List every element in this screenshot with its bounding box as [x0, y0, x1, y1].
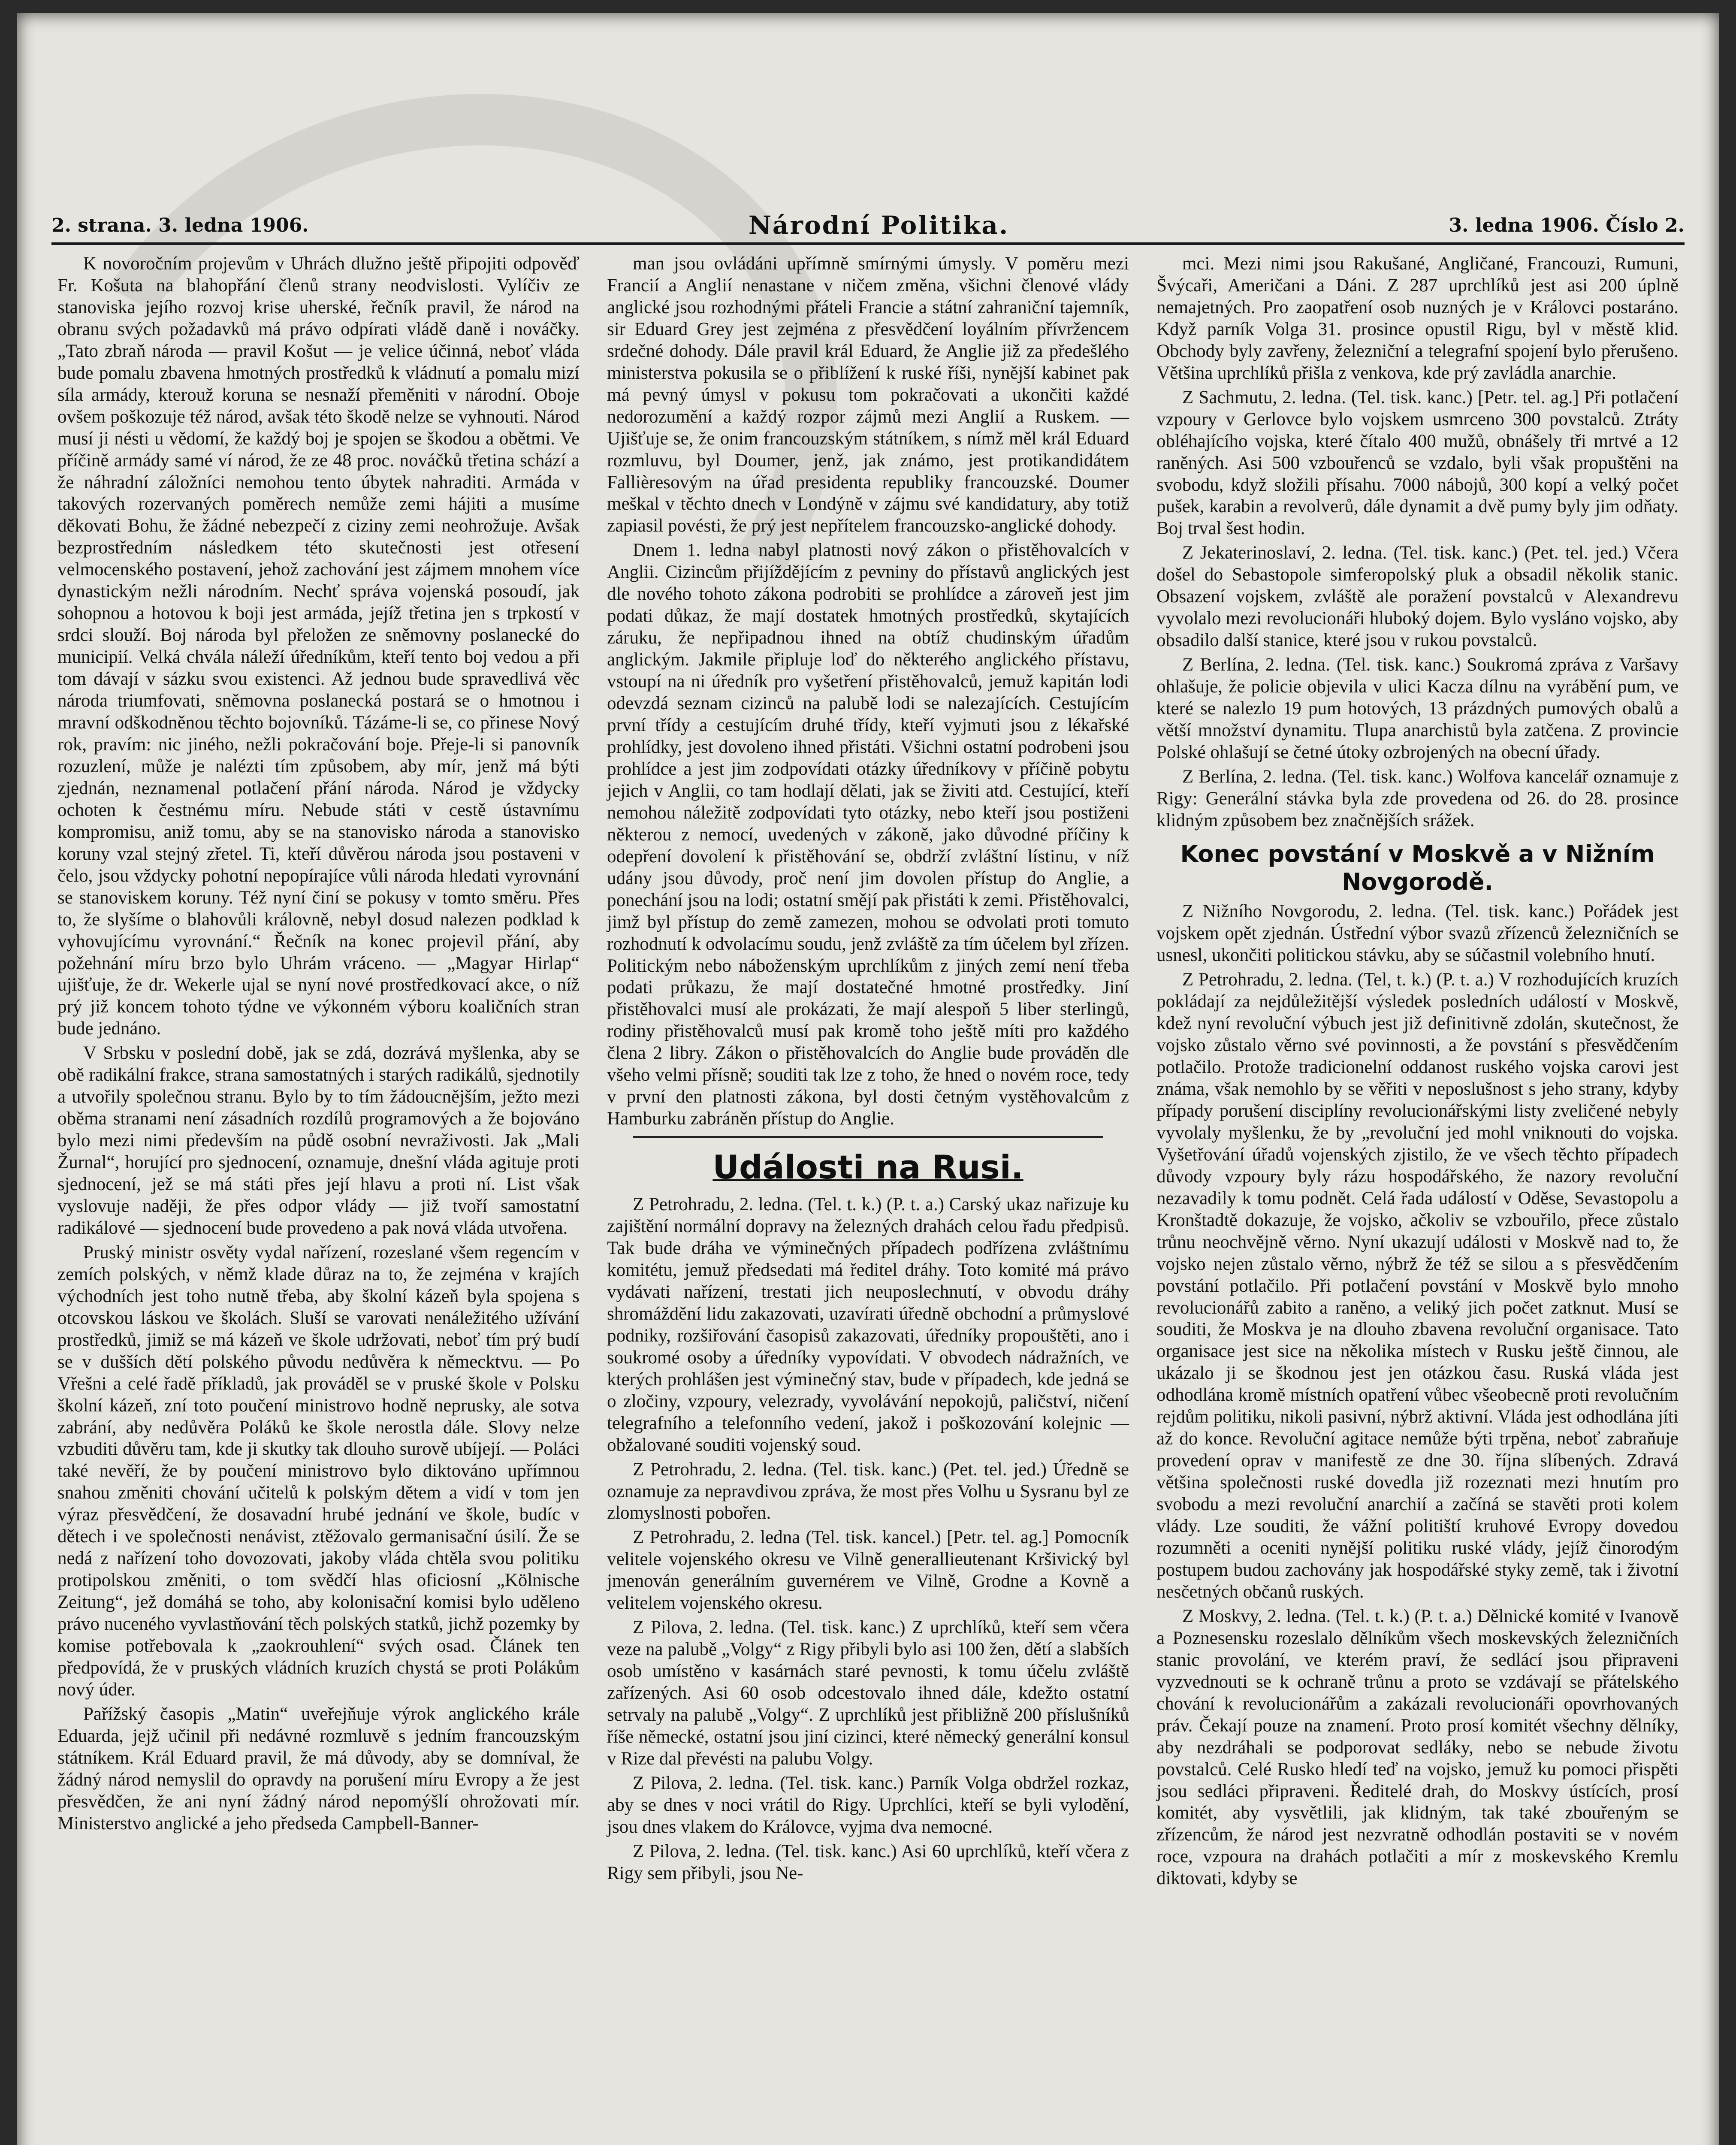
report-petersburg-vilna: Z Petrohradu, 2. ledna (Tel. tisk. kancel.) [Petr. tel. ag.] Pomocník velitele vojenského okresu ve Vilně generallieutenant Kršivický byl jmenován generálním guvernérem ve Vilně, Grodne a Kovně a velitelem vojenského okresu.	[607, 1527, 1129, 1613]
report-pillau-germans: Z Pilova, 2. ledna. (Tel. tisk. kanc.) Asi 60 uprchlíků, kteří včera z Rigy sem přibyli, jsou Ne-	[607, 1841, 1129, 1883]
article-king-edward: Pařížský časopis „Matin“ uveřejňuje výrok anglického krále Eduarda, jejž učinil při nedávné rozmluvě s jedním francouzským státníkem. Král Eduard pravil, že má důvody, aby se domníval, že žádný národ nemyslil do opravdy na porušení míru Evropy a že jest přesvědčen, že ani nyní žádný národ nepomýšlí ohrožovati mír. Ministerstvo anglické a jeho předseda Campbell-Banner-	[57, 1704, 580, 1834]
newspaper-title: Národní Politika.	[748, 211, 1009, 240]
newspaper-page	[17, 13, 1719, 2145]
article-columns	[51, 253, 1685, 2145]
report-petersburg-bridge: Z Petrohradu, 2. ledna. (Tel. tisk. kanc.) (Pet. tel. jed.) Úředně se oznamuje za nepravdivou zpráva, že most přes Volhu u Sysranu byl ze zlomyslnosti pobořen.	[607, 1459, 1129, 1523]
report-berlin-warsaw: Z Berlína, 2. ledna. (Tel. tisk. kanc.) Soukromá zpráva z Varšavy ohlašuje, že policie objevila v ulici Kacza dílnu na vyrábění pum, ve které se nalezlo 19 pum hotových, 13 prázdných pumových obalů a větší množství dynamitu. Tlupa anarchistů byla zatčena. Z provincie Polské ohlašují se četné útoky ozbrojených na obecní úřady.	[1156, 655, 1679, 762]
article-king-edward-cont: man jsou ovládáni upřímně smírnými úmysly. V poměru mezi Francií a Anglií nenastane v ničem změna, všichni členové vlády anglické jsou rozhodnými přáteli Francie a státní zahraniční tajemník, sir Eduard Grey jest zejména z přesvědčení loyálním přívržencem srdečné dohody. Dále pravil král Eduard, že Anglie již za předešlého ministerstva pokusila se o přiblížení k ruské říši, nynější kabinet pak má pevný úmysl v pokusu tom pokračovati a ukončiti každé nedorozumění a každý rozpor zájmů mezi Anglií a Ruskem. — Ujišťuje se, že onim francouzským státníkem, s nímž měl král Eduard rozmluvu, byl Doumer, jenž, jak známo, jest protikandidátem Fallièresovým na úřad presidenta republiky francouzské. Doumer meškal v těchto dnech v Londýně v zájmu své kandidatury, aby totiž zapiasil povésti, že prý jest nepřítelem francouzsko-anglické dohody.	[607, 254, 1129, 536]
report-refugees-cont: mci. Mezi nimi jsou Rakušané, Angličané, Francouzi, Rumuni, Švýcaři, Američani a Dáni. Z 287 uprchlíků jest asi 200 úplně nemajetných. Pro zaopatření osob nuzných je v Královci postaráno. Když parník Volga 31. prosince opustil Rigu, byl v městě klid. Obchody byly zavřeny, železniční a telegrafní spojení bylo přerušeno. Většina uprchlíků přišla z venkova, kde prý zavládla anarchie.	[1156, 254, 1679, 383]
article-hungary: K novoročním projevům v Uhrách dlužno ještě připojiti odpověď Fr. Košuta na blahopřání členů strany neodvislosti. Vylíčiv ze stanoviska jejího rozvoj krise uherské, řečník pravil, že národ na obranu svých požadavků má právo odpírati vládě daně i nováčky. „Tato zbraň národa — pravil Košut — je velice účinná, neboť vláda bude pomalu zbavena hmotných prostředků k vládnutí a pomalu mizí síla armády, kterouž koruna se nesnaží přeměniti v národní. Oboje ovšem poškozuje též národ, avšak této škodě nelze se vyhnouti. Národ musí ji nésti u vědomí, že každý boj je spojen se škodou a obětmi. Ve příčině armády samé ví národ, že ze 48 proc. nováčků třetina schází a že náhradní záložníci nemohou tento úbytek nahraditi. Armáda v takových rozervaných poměrech nemůže zemi hájiti a musíme děkovati Bohu, že žádné nebezpečí z ciziny zemi neohrožuje. Avšak bezprostředním následkem této skutečnosti jest otřesení velmocenského postavení, jehož zachování jest zájmem mnohem více dynastickým nežli národním. Nechť správa vojenská posoudí, jak sohopnou a hotovou k boji jest armáda, jejíž třetina jen s trpkostí v srdci slouží. Boj národa byl přeložen ze sněmovny poslanecké do municipií. Velká chvála náleží úředníkům, kteří tento boj vedou a při tom dávají v sázku svou existenci. Až jednou bude spravedlivá věc národa triumfovati, sněmovna poslanecká postará se o hmotnou i mravní odškodněnou těchto bojovníků. Tázáme-li se, co přinese Nový rok, pravím: nic jiného, nežli pokračování boje. Přeje-li si panovník rozuzlení, může je nalézti tím způsobem, aby mír, jenž má býti zjednán, neznamenal potlačení přání národa. Národ je vždycky ochoten k čestnému míru. Nebude státi v cestě ústavnímu kompromisu, aniž tomu, aby se na stanovisko národa a stanovisko koruny vzal stejný zřetel. Ti, kteří důvěrou národa jsou postaveni v čelo, jsou vždycky pohotní nepopírajíce vůli národa hledati vyrovnání se stanoviskem koruny. Též nyní činí se pokusy v tomto směru. Přes to, že slyšíme o blahovůli královně, nebyl dosud nalezen podklad k vyhovujícímu vyrovnání.“ Řečník na konec projevil přání, aby požehnání míru brzo bylo Uhrám vráceno. — „Magyar Hirlap“ ujišťuje, že dr. Wekerle ujal se nyní nové prostředkovací akce, o níž prý již koncem tohoto týdne ve výkonném výboru koaličních stran bude jednáno.	[57, 254, 580, 1039]
section-heading-russia: Události na Rusi.	[713, 1148, 1023, 1187]
section-divider	[633, 1136, 1103, 1138]
subheading-moscow-end: Konec povstání v Moskvě a v Nižním Novgorodě.	[1180, 840, 1655, 895]
report-jekaterinoslav: Z Jekaterinoslaví, 2. ledna. (Tel. tisk. kanc.) (Pet. tel. jed.) Včera došel do Sebastopole simferopolský pluk a obsadil několik stanic. Obsazení vojskem, zvláště ale poražení povstalců v Alexandrevu vyvolalo mezi revolucionáři hluboký dojem. Bylo vysláno vojsko, aby obsadilo další stanice, které jsou v rukou povstalců.	[1156, 543, 1679, 651]
article-prussia-schools: Pruský ministr osvěty vydal nařízení, rozeslané všem regencím v zemích polských, v němž klade důraz na to, že zejména v krajích východních jest toho nutně třeba, aby školní kázeň byla spojena s otcovskou láskou ve školách. Sluší se varovati nenáležitého užívání prostředků, jimiž se má kázeň ve škole udržovati, neboť tím prý budí se v dušších dětí polského původu nedůvěra k německtvu. — Po Vřešni a celé řadě příkladů, jak prováděl se v pruské škole v Polsku školní kázeň, zní toto poučení ministrovo hodně neprusky, ale sotva zabrání, aby nedůvěra Poláků ke škole nerostla dále. Slovy nelze vzbuditi důvěru tam, kde ji skutky tak dlouho surově ubíjejí. — Poláci také nevěří, že by poučení ministrovo bylo diktováno upřímnou snahou změniti chování učitelů k polským dětem a vidí v tom jen výraz přesvědčení, že dosavadní hrubé jednání ve škole, budíc v dětech i ve společnosti nenávist, ztěžovalo germanisační úsilí. Že se nedá z nařízení toho dovozovati, jakoby vláda chtěla svou politiku protipolskou změniti, o tom svědčí hlas oficiosní „Kölnische Zeitung“, jež domáhá se toho, aby kolonisační komisi bylo uděleno právo nuceného vyvlastňování těch polských statků, jichž pozemky by komise potřebovala k „zaokrouhlení“ svých osad. Článek ten předpovídá, že v pruských vládních kruzích chystá se proti Polákům nový úder.	[57, 1242, 580, 1700]
header-issue-number: 3. ledna 1906. Číslo 2.	[1449, 214, 1685, 236]
report-moscow-committee: Z Moskvy, 2. ledna. (Tel. t. k.) (P. t. a.) Dělnické komité v Ivanově a Poznesensku rozeslalo dělníkům všech moskevských železničních stanic provolání, ve kterém praví, že sedlácí jsou připraveni vyzvednouti se k ochraně trůnu a proto se vzdávají se přátelského chování k revolucionářům a zakázali revolucionáři opovrhovaných práv. Čekají pouze na znamení. Proto prosí komitét všechny dělníky, aby nezdráhali se podporovat sedláky, nebo se nebude životu povstalců. Celé Rusko hledí teď na vojsko, jemuž ku pomoci přispěti jsou sedláci připraveni. Ředitelé drah, do Moskvy ústících, prosí komitét, aby vysvětlili, jak klidným, tak také zbouřeným se zřízencům, že národ jest nezvratně odhodlán postaviti se v novém roce, vzpoura na drahách potlačiti a mír z moskevského Kremlu diktovati, kdyby se	[1156, 1606, 1679, 1889]
column-1	[51, 253, 586, 2145]
running-header	[51, 208, 1685, 245]
column-2	[601, 253, 1135, 2145]
header-page-date: 2. strana. 3. ledna 1906.	[51, 214, 309, 236]
report-pillau-refugees: Z Pilova, 2. ledna. (Tel. tisk. kanc.) Z uprchlíků, kteří sem včera veze na palubě „Volgy“ z Rigy přibyli bylo asi 100 žen, dětí a slabších osob umístěno v kasárnách staré pevnosti, k tomu účelu zvláště zařízených. Asi 60 osob odcestovalo ihned dále, kdežto ostatní setrvaly na palubě „Volgy“. Z uprchlíků jest přibližně 200 příslušníků říše německé, ostatní jsou jiní cizinci, které německý generální konsul v Rize dal převésti na palubu Volgy.	[607, 1617, 1129, 1769]
article-immigration-law: Dnem 1. ledna nabyl platnosti nový zákon o přistěhovalcích v Anglii. Cizincům přijíždějícím z pevniny do přístavů anglických jest dle nového tohoto zákona podrobiti se prohlídce a zároveň jest jim podati důkaz, že mají dostatek hmotných prostředků, skytajících záruku, že nepřipadnou ihned na obtíž chudinským úřadům anglickým. Jakmile připluje loď do některého anglického přístavu, vstoupí na ni úředník pro vyšetření přistěhovalců, jemuž kapitán lodi odevzdá seznam cizinců na palubě lodi se nalezajících. Cestujícím první třídy a cestujícím druhé třídy, kteří vyjmuti jsou z lékařské prohlídky, jest dovoleno ihned přistáti. Všichni ostatní podrobeni jsou prohlídce a jest jim zodpovídati otázky úředníkovy v příčině pobytu jejich v Anglii, co tam hodlají dělati, jak se živiti atd. Cestující, kteří nemohou náležitě zodpovídati tyto otázky, nebo kteří jsou postiženi některou z nemocí, uvedených v zákoně, jako důvodné příčiny k odepření dovolení k přistěhování se, obdrží zvláštní lístinu, v níž udány jsou důvody, proč není jim dovolen přístup do Anglie, a ponechání jsou na lodi; ostatní smějí pak přistáti k zemi. Přistěhovalci, jimž byl přístup do země zamezen, mohou se odvolati proti tomuto rozhodnutí k odvolacímu soudu, jenž zvláště za tím účelem byl zřízen. Politickým nebo náboženským uprchlíkům z jiných zemí není třeba podati průkazu, že mají dostatečné hmotné prostředky. Jiní přistěhovalci musí ale prokázati, že mají alespoň 5 liber sterlingů, rodiny přistěhovalců musí pak kromě toho ještě míti pro každého člena 2 libry. Zákon o přistěhovalcích do Anglie bude prováděn dle všeho velmi přísně; souditi tak lze z toho, že hned o novém roce, tedy v první den platnosti zákona, byl dosti četným vystěhovalcům z Hamburku zabráněn přístup do Anglie.	[607, 540, 1129, 1129]
report-petersburg-army: Z Petrohradu, 2. ledna. (Tel, t. k.) (P. t. a.) V rozhodujících kruzích pokládají za nejdůležitější výsledek posledních událostí v Moskvě, kdež nyní revoluční výbuch jest již definitivně zdolán, skutečnost, že vojsko zůstalo věrno své povinnosti, a že povstání s přesvědčením potlačilo. Protože tradicionelní oddanost ruského vojska carovi jest známa, však nemohlo by se věřiti v neposlušnost s jeho strany, kdyby případy porušení disciplíny revolucionářskými listy zveličené nebyly vyvolaly myšlenku, že by „revoluční jed mohl vniknouti do vojska. Vyšetřování úřadů vojenských zjistilo, že ve všech těchto případech důvody vzpoury byly rázu hospodářského, že nazory revoluční nezavadily k tomu podnět. Celá řada událostí v Oděse, Sevastopolu a Kronštadtě dokazuje, že vojsko, ačkoliv se vzbouřilo, přece zůstalo trůnu neochvějně věrno. Nyní ukazují události v Moskvě nad to, že vojsko nejen zůstalo věrno, nýbrž že též se silou a s přesvědčením povstání potlačilo. Při potlačení povstání v Moskvě bylo mnoho revolucionářů zabito a raněno, a veliký jich počet zatknut. Musí se souditi, že Moskva je na dlouho zbavena revoluční organisace. Tato organisace jest sice na několika místech v Rusku ještě činnou, ale ukázalo ji se škodnou jest jen otázkou času. Ruská vláda jest odhodlána kromě místních opatření vůbec všeobecně proti revolučním rejdům politiku, nikoli pasivní, nýbrž aktivní. Vláda jest odhodlána jíti až do konce. Revoluční agitace nemůže býti trpěna, neboť zabraňuje provedení oprav v manifestě ze dne 30. října slíbených. Zdravá většina společnosti ruské dovedla již rozeznati mezi hnutím pro svobodu a mezi revoluční anarchií a začíná se stavěti proti kolem vlády. Lze souditi, že vážní politiští kruhové Evropy dovedou rozumněti a oceniti nynější politiku ruské vlády, jejíž činorodým postupem budou zachovány jak hospodářské styky země, tak i životní nesčetných občanů ruských.	[1156, 970, 1679, 1602]
report-petersburg-railways: Z Petrohradu, 2. ledna. (Tel. t. k.) (P. t. a.) Carský ukaz nařizuje ku zajištění normální dopravy na železných drahách celou řadu předpisů. Tak bude dráha ve výminečných případech podřízena zvláštnímu komitétu, jemuž předsedati má ředitel dráhy. Toto komité má právo vydávati nařízení, trestati jich neuposlechnutí, v obvodu dráhy shromáždění lidu zakazovati, uzavírati úředně obchodní a průmyslové podniky, rozšiřování časopisů zakazovati, úředníky propouštěti, ano i soukromé osoby a úředníky vypovídati. V obvodech nádražních, ve kterých prohlášen jest výminečný stav, bude v případech, kde jedná se o zločiny, vzpoury, velezrady, vyvolávání nepokojů, paličství, ničení telegrafního a telefonního vedení, jakož i poškozování kolejnic — obžalované souditi vojenský soud.	[607, 1194, 1129, 1455]
report-nizhny-novgorod: Z Nižního Novgorodu, 2. ledna. (Tel. tisk. kanc.) Pořádek jest vojskem opět zjednán. Ústřední výbor svazů zřízenců železničních se usnesl, ukončiti politickou stávku, aby se súčastnil volebního hnutí.	[1156, 901, 1679, 966]
article-serbia: V Srbsku v poslední době, jak se zdá, dozrává myšlenka, aby se obě radikální frakce, strana samostatných i starých radikálů, sjednotily a utvořily společnou stranu. Bylo by to tím žádoucnějším, ježto mezi oběma stranami není zásadních rozdílů programových a že bojováno bylo mezi nimi především na půdě osobní nevraživosti. Jak „Mali Žurnal“, horující pro sjednocení, oznamuje, dnešní vláda agituje proti sjednocení, jež se má státi přes její hlavu a proti ní. List však vyslovuje naději, že přes odpor vlády — již tvoří samostatní radikálové — sjednocení bude provedeno a pak nová vláda utvořena.	[57, 1043, 580, 1238]
report-bachmut: Z Sachmutu, 2. ledna. (Tel. tisk. kanc.) [Petr. tel. ag.] Při potlačení vzpoury v Gerlovce bylo vojskem usmrceno 300 povstalců. Ztráty obléhajícího vojska, které čítalo 400 mužů, obnášely tři mrtvé a 12 raněných. Asi 500 vzbouřenců se vzdalo, byli však propuštěni na svobodu, když složili přísahu. 7000 nábojů, 300 kopí a velký počet pušek, karabin a revolverů, dále dynamit a dvě pumy byly jim odňaty. Boj trval šest hodin.	[1156, 387, 1679, 539]
report-pillau-volga: Z Pilova, 2. ledna. (Tel. tisk. kanc.) Parník Volga obdržel rozkaz, aby se dnes v noci vrátil do Rigy. Uprchlíci, kteří se byli vylodění, jsou dnes vlakem do Královce, vyjma dva nemocné.	[607, 1773, 1129, 1837]
report-berlin-riga: Z Berlína, 2. ledna. (Tel. tisk. kanc.) Wolfova kancelář oznamuje z Rigy: Generální stávka byla zde provedena od 26. do 28. prosince klidným způsobem bez značnějších srážek.	[1156, 766, 1679, 831]
column-3	[1150, 253, 1685, 2145]
